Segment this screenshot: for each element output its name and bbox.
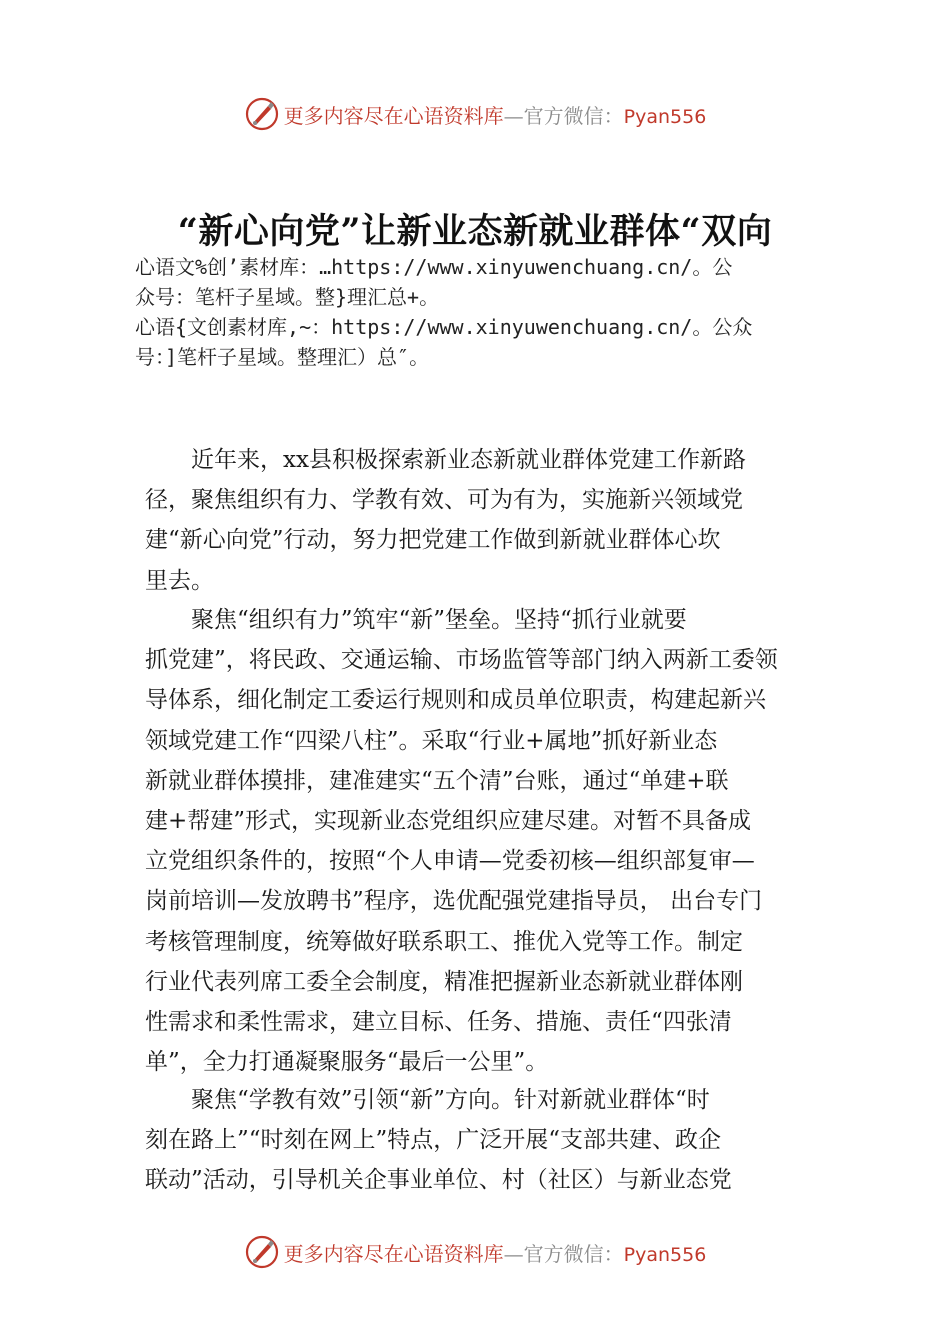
text-line: 岗前培训—发放聘书”程序，选优配强党建指导员， 出台专门 [145, 888, 763, 915]
pen-seal-logo-icon [244, 96, 280, 132]
pen-seal-logo-icon [244, 1234, 280, 1270]
text-line: 考核管理制度，统筹做好联系职工、推优入党等工作。制定 [145, 928, 743, 955]
text-line: 刻在路上”“时刻在网上”特点，广泛开展“支部共建、政企 [145, 1127, 722, 1154]
text-line: 抓党建”，将民政、交通运输、市场监管等部门纳入两新工委领 [145, 647, 778, 674]
banner-dash: — [503, 103, 524, 128]
text-line: 里去。 [145, 567, 214, 594]
source-line: 心语文%创’素材库：…https://www.xinyuwenchuang.cn/。公 [135, 255, 733, 279]
document-title: “新心向党”让新业态新就业群体“双向 [177, 211, 773, 252]
banner-wechat-label: 官方微信： [523, 103, 624, 128]
banner-text [284, 100, 707, 129]
text-line: 行业代表列席工委全会制度，精准把握新业态新就业群体刚 [145, 968, 743, 995]
text-line: 单”，全力打通凝聚服务“最后一公里”。 [145, 1049, 549, 1076]
source-line: 众号：笔杆子星域。整}理汇总+。 [135, 285, 440, 309]
text-line: 联动”活动，引导机关企事业单位、村（社区）与新业态党 [145, 1167, 732, 1194]
text-line: 立党组织条件的，按照“个人申请—党委初核—组织部复审— [145, 848, 755, 875]
paragraph-learning [145, 1080, 825, 1201]
text-line: 性需求和柔性需求，建立目标、任务、措施、责任“四张清 [145, 1009, 732, 1036]
text-line: 聚焦“组织有力”筑牢“新”堡垒。坚持“抓行业就要 [191, 607, 687, 633]
banner-promo-text: 更多内容尽在心语资料库 [283, 103, 504, 128]
banner-dash: — [503, 1241, 524, 1266]
text-line: 新就业群体摸排，建准建实“五个清”台账，通过“单建+联 [145, 767, 729, 794]
text-line: 近年来，xx县积极探索新业态新就业群体党建工作新路 [191, 447, 746, 473]
text-line: 导体系，细化制定工委运行规则和成员单位职责，构建起新兴 [145, 687, 766, 714]
text-line: 领域党建工作“四梁八柱”。采取“行业+属地”抓好新业态 [145, 727, 718, 754]
text-line: 建“新心向党”行动，努力把党建工作做到新就业群体心坎 [145, 527, 721, 554]
text-line: 聚焦“学教有效”引领“新”方向。针对新就业群体“时 [191, 1087, 710, 1113]
banner-wechat-id: Pyan556 [623, 105, 707, 128]
banner-wechat-label: 官方微信： [523, 1241, 624, 1266]
header-banner [0, 92, 950, 136]
source-line: 心语{文创素材库,~：https://www.xinyuwenchuang.cn/。公众 [135, 315, 753, 339]
text-line: 建+帮建”形式，实现新业态党组织应建尽建。对暂不具备成 [145, 808, 752, 835]
paragraph-intro [145, 440, 825, 601]
source-line: 号：]笔杆子星域。整理汇）总″。 [135, 345, 430, 369]
paragraph-organization [145, 600, 825, 1082]
banner-wechat-id: Pyan556 [623, 1243, 707, 1266]
banner-text [284, 1238, 707, 1267]
footer-banner [0, 1230, 950, 1274]
banner-promo-text: 更多内容尽在心语资料库 [283, 1241, 504, 1266]
text-line: 径，聚焦组织有力、学教有效、可为有为，实施新兴领域党 [145, 487, 743, 514]
